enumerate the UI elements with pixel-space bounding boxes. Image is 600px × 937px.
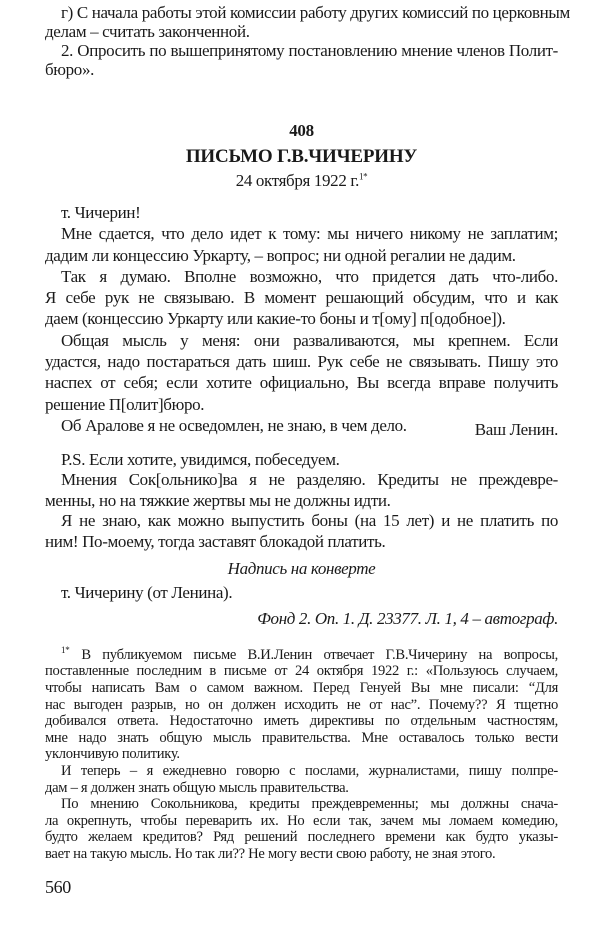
paragraph	[45, 511, 558, 552]
text-line: т. Чичерин!	[61, 203, 141, 222]
text-line: делам – считать законченной.	[45, 22, 250, 41]
paragraph	[45, 642, 558, 763]
document-number: 408	[289, 121, 314, 140]
text-line: дам – я должен знать общую мысль правительства.	[45, 779, 349, 796]
text-line: дадим ли концессию Уркарту, – вопрос; ни одной регалии не дадим.	[45, 245, 516, 265]
postscript	[45, 450, 558, 552]
footnote	[45, 642, 558, 863]
text-line: 2. Опросить по вышепринятому постановлению мнение членов Полит-	[61, 41, 558, 60]
paragraph	[45, 3, 570, 41]
text-line: Мнения Сок[ольнико]ва я не разделяю. Кредиты не преждевре-	[61, 470, 558, 490]
text-line: Я себе рук не связываю. В момент решающий обсудим, что и как	[45, 288, 558, 308]
document-date	[45, 171, 558, 191]
text-line	[45, 642, 558, 663]
text-line: бюро».	[45, 60, 94, 79]
text-line: мне надо знать общую мысль правительства. Мне оставалось только вести	[45, 729, 558, 746]
paragraph	[45, 41, 558, 79]
paragraph	[45, 266, 558, 330]
text-line: Мне сдается, что дело идет к тому: мы ничего никому не заплатим;	[61, 224, 558, 244]
text-line: поставленные последним в письме от 24 октября 1922 г.: «Пользуюсь случаем,	[45, 663, 558, 680]
text-line: Так я думаю. Вполне возможно, что придется дать что-либо.	[61, 266, 558, 286]
paragraph	[45, 796, 558, 862]
paragraph	[45, 763, 558, 796]
text-line: ла окрепнуть, чтобы переварить их. Но если так, зачем мы ломаем комедию,	[45, 812, 558, 829]
text-line-content: В публикуемом письме В.И.Ленин отвечает Г.В.Чичерину на вопросы,	[81, 646, 558, 663]
page-number: 560	[45, 877, 71, 897]
footnote-ref: 1*	[358, 171, 368, 182]
signature: Ваш Ленин.	[474, 420, 558, 439]
text-line: Об Аралове я не осведомлен, не знаю, в чем дело.	[61, 415, 407, 435]
envelope-heading: Надпись на конверте	[227, 559, 376, 578]
text-line: г) С начала работы этой комиссии работу других комиссий по церковным	[61, 3, 570, 22]
paragraph	[45, 450, 558, 470]
text-line: чтобы написать Вам о самом важном. Перед Генуей Вы мне писали: “Для	[45, 680, 558, 697]
text-line: вает на такую мысль. Но так ли?? Не могу вести свою работу, не зная этого.	[45, 845, 496, 862]
text-line: Общая мысль у меня: они разваливаются, мы крепнем. Если	[61, 330, 558, 350]
text-line: P.S. Если хотите, увидимся, побеседуем.	[61, 450, 340, 469]
top-text	[45, 3, 570, 79]
text-line: Я не знаю, как можно выпустить боны (на 15 лет) и не платить по	[61, 511, 558, 531]
letter-body	[45, 202, 558, 436]
document-title: ПИСЬМО Г.В.ЧИЧЕРИНУ	[185, 146, 418, 167]
text-line: решение П[олит]бюро.	[45, 394, 205, 414]
text-line: И теперь – я ежедневно говорю с послами, журналистами, пишу полпре-	[61, 763, 558, 780]
date-text: 24 октября 1922 г.	[235, 171, 359, 190]
text-line: будто желаем кредитов? Ряд решений последнего времени как будто указы-	[45, 829, 558, 846]
text-line: уклончивую политику.	[45, 746, 180, 763]
footnote-mark: 1*	[61, 645, 70, 655]
text-line: нас выгоден разрыв, но он должен исходить не от нас”. Почему?? Я тщетно	[45, 696, 558, 713]
envelope-text: т. Чичерину (от Ленина).	[61, 583, 233, 602]
text-line: ним! По-моему, тогда заставят блокадой платить.	[45, 531, 386, 551]
archive-reference: Фонд 2. Оп. 1. Д. 23377. Л. 1, 4 – автограф.	[257, 609, 558, 628]
text-line: менны, но на тяжкие жертвы мы не должны идти.	[45, 490, 391, 510]
paragraph	[45, 330, 558, 415]
text-line: По мнению Сокольникова, кредиты преждевременны; мы должны снача-	[61, 796, 558, 813]
text-line: удастся, надо постараться дать шиш. Рук себе не связывать. Пишу это	[45, 352, 558, 372]
paragraph	[45, 202, 558, 223]
text-line: наспех от себя; если хотите официально, Вы всегда вправе получить	[45, 373, 558, 393]
text-line: добивался ответа. Недостаточно иметь директивы по отдельным частностям,	[45, 713, 558, 730]
paragraph	[45, 470, 558, 511]
paragraph	[45, 223, 558, 266]
text-line: даем (концессию Уркарту или какие-то боны и т[ому] п[одобное]).	[45, 309, 506, 329]
